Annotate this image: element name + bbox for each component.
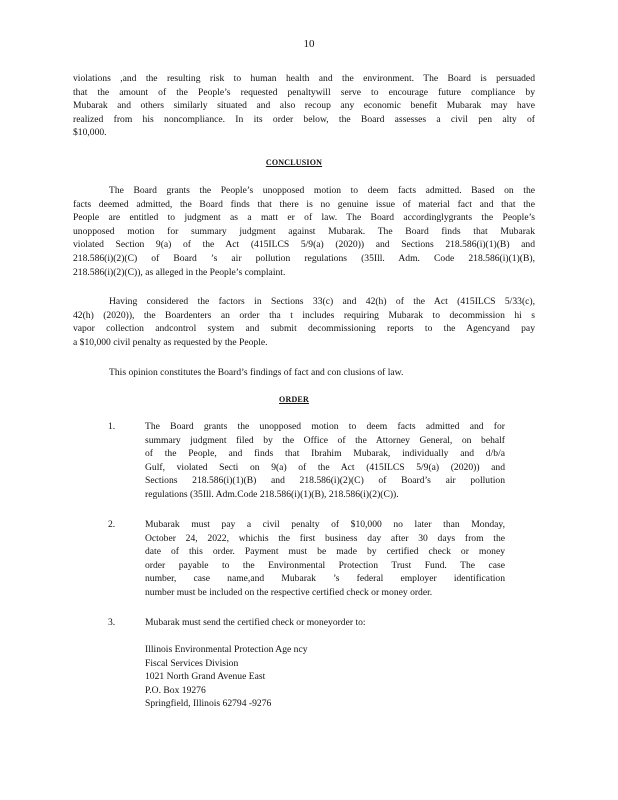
text-line: number must be included on the respective certified check or money order. [145,586,433,598]
text-line: of the People, and finds that Ibrahim Mubarak, individually and d/b/a [145,448,505,460]
text-line: The Board grants the unopposed motion to deem facts admitted and for [145,421,505,432]
text-line: unopposed motion for summary judgment against Mubarak. The Board finds that Mubarak [73,225,535,237]
address-line: Springfield, Illinois 62794 -9276 [145,698,272,710]
order-item-body [145,616,505,630]
text-line: Mubarak must pay a civil penalty of $10,000 no later than Monday, [145,519,505,530]
text-line: Having considered the factors in Sections 33(c) and 42(h) of the Act (415ILCS 5/33(c), [109,296,535,307]
text-line: Mubarak and others similarly situated and also recoup any economic benefit Mubarak may have [73,100,535,112]
address-line: 1021 North Grand Avenue East [145,671,266,683]
text-line: summary judgment filed by the Office of the Attorney General, on behalf [145,434,505,446]
text-line: Mubarak must send the certified check or moneyorder to: [145,617,366,628]
conclusion-paragraph-3 [73,366,535,380]
text-line: 42(h) (2020)), the Boardenters an order tha t includes requiring Mubarak to decommission hi s [73,309,535,321]
text-line: that the amount of the People’s requested penaltywill serve to encourage future compliance by [73,86,535,98]
text-line: facts deemed admitted, the Board finds that there is no genuine issue of material fact and that the [73,198,535,210]
address-line: Fiscal Services Division [145,657,239,669]
order-item-number: 3. [108,617,116,628]
text-line: Sections 218.586(i)(1)(B) and 218.586(i)(2)(C) of Board’s air pollution [145,475,505,487]
address-line: P.O. Box 19276 [145,684,206,696]
order-item-body [145,518,505,600]
text-line: $10,000. [73,127,107,139]
text-line: Gulf, violated Secti on 9(a) of the Act (415ILCS 5/9(a) (2020)) and [145,461,505,473]
text-line: violations ,and the resulting risk to human health and the environment. The Board is persuaded [73,73,535,84]
page-number: 10 [303,38,315,50]
text-line: 218.586(i)(2)(C)), as alleged in the People’s complaint. [73,266,286,278]
text-line: October 24, 2022, whichis the first business day after 30 days from the [145,532,505,544]
order-item-number: 2. [108,519,116,530]
text-line: date of this order. Payment must be made by certified check or money [145,546,505,558]
conclusion-paragraph-2 [73,295,535,349]
text-line: vapor collection andcontrol system and submit decommissioning reports to the Agencyand pay [73,323,535,335]
order-heading [0,395,618,404]
mailing-address [145,643,308,711]
text-line: realized from his noncompliance. In its order below, the Board assesses a civil pen alty of [73,113,535,125]
conclusion-heading [0,158,618,167]
intro-paragraph [73,72,535,140]
order-item-body [145,420,505,502]
text-line: This opinion constitutes the Board’s findings of fact and con clusions of law. [109,367,404,378]
text-line: number, case name,and Mubarak ’s federal employer identification [145,573,505,585]
text-line: violated Section 9(a) of the Act (415ILCS 5/9(a) (2020)) and Sections 218.586(i)(1)(B) and [73,239,535,251]
text-line: The Board grants the People’s unopposed motion to deem facts admitted. Based on the [109,185,535,196]
text-line: People are entitled to judgment as a matt er of law. The Board accordinglygrants the People’s [73,212,535,224]
text-line: 218.586(i)(2)(C) of Board ’s air pollution regulations (35Ill. Adm. Code 218.586(i)(1)(B), [73,252,535,264]
order-item-number: 1. [108,421,116,432]
text-line: a $10,000 civil penalty as requested by the People. [73,336,268,348]
text-line: regulations (35Ill. Adm.Code 218.586(i)(1)(B), 218.586(i)(2)(C)). [145,488,399,500]
conclusion-paragraph-1 [73,184,535,279]
text-line: order payable to the Environmental Protection Trust Fund. The case [145,559,505,571]
order-heading-text: ORDER [279,395,309,404]
address-line: Illinois Environmental Protection Age ncy [145,644,308,655]
conclusion-heading-text: CONCLUSION [265,158,323,167]
